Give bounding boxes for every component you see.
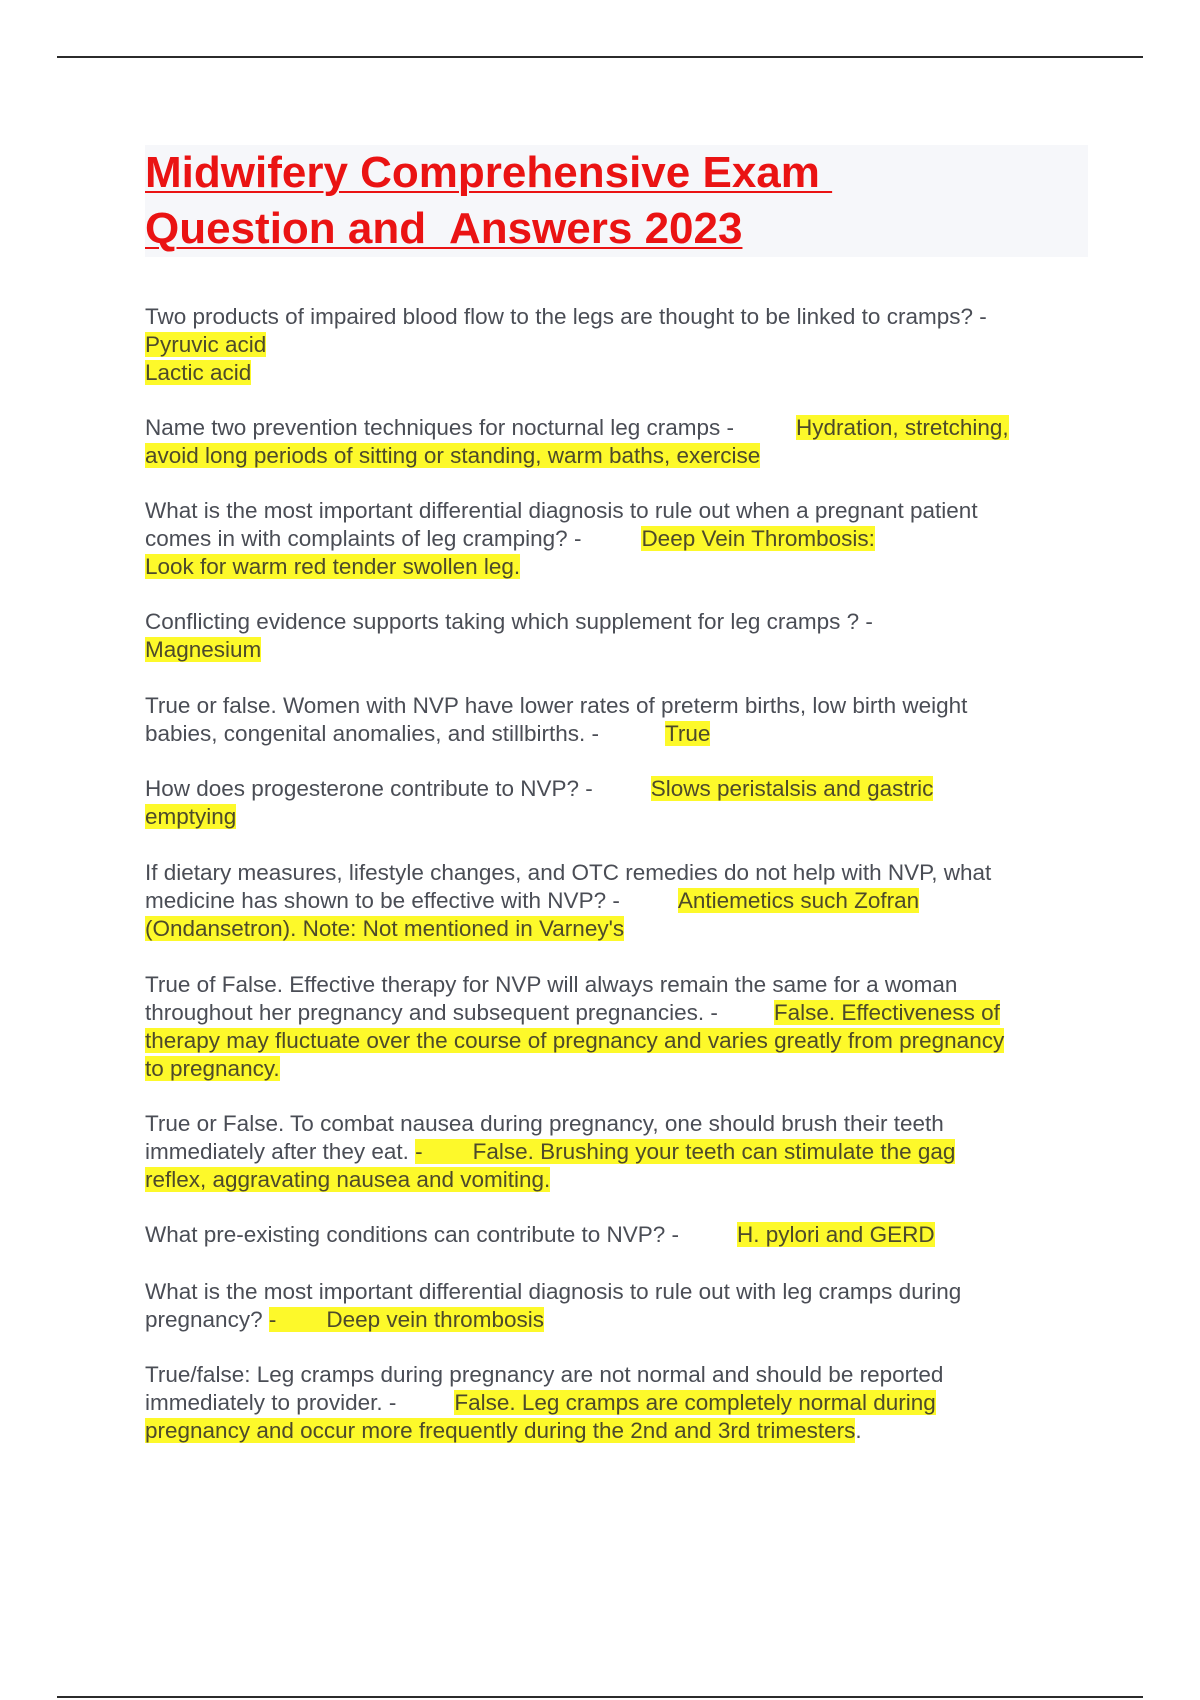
qa-item-4 (145, 608, 1095, 664)
question: throughout her pregnancy and subsequent pregnancies. - (145, 1000, 718, 1025)
question: If dietary measures, lifestyle changes, and OTC remedies do not help with NVP, what (145, 860, 992, 885)
question: What is the most important differential diagnosis to rule out with leg cramps during (145, 1279, 962, 1304)
answer: Look for warm red tender swollen leg. (145, 554, 521, 579)
answer: H. pylori and GERD (737, 1222, 935, 1247)
qa-item-12 (145, 1361, 1095, 1445)
qa-item-5 (145, 692, 1095, 748)
question: True or False. To combat nausea during pregnancy, one should brush their teeth (145, 1111, 944, 1136)
question: comes in with complaints of leg cramping? - (145, 526, 582, 551)
question: pregnancy? (145, 1307, 263, 1332)
answer: pregnancy and occur more frequently during the 2nd and 3rd trimesters (145, 1418, 856, 1443)
question: Two products of impaired blood flow to the legs are thought to be linked to cramps? - (145, 304, 987, 329)
question: immediately to provider. - (145, 1390, 397, 1415)
answer: Slows peristalsis and gastric (650, 776, 934, 801)
answer: False. Effectiveness of (773, 1000, 1000, 1025)
answer: Lactic acid (145, 360, 252, 385)
question: Conflicting evidence supports taking which supplement for leg cramps ? - (145, 609, 873, 634)
question: True or false. Women with NVP have lower rates of preterm births, low birth weight (145, 693, 968, 718)
answer: emptying (145, 804, 237, 829)
qa-item-10 (145, 1221, 1095, 1249)
answer: Antiemetics such Zofran (677, 888, 920, 913)
question: True of False. Effective therapy for NVP will always remain the same for a woman (145, 972, 958, 997)
answer: Hydration, stretching, (796, 415, 1009, 440)
answer: therapy may fluctuate over the course of pregnancy and varies greatly from pregnancy (145, 1028, 1005, 1053)
question: Name two prevention techniques for nocturnal leg cramps - (145, 415, 735, 440)
bottom-rule (57, 1696, 1143, 1698)
question: What pre-existing conditions can contribute to NVP? - (145, 1222, 680, 1247)
title-line-1: Midwifery Comprehensive Exam (145, 148, 833, 197)
answer: reflex, aggravating nausea and vomiting. (145, 1167, 551, 1192)
answer: (Ondansetron). Note: Not mentioned in Varney's (145, 916, 625, 941)
qa-item-1 (145, 303, 1095, 387)
qa-item-8 (145, 971, 1095, 1083)
qa-item-3 (145, 497, 1095, 581)
qa-item-11 (145, 1278, 1095, 1334)
answer: Pyruvic acid (145, 332, 267, 357)
qa-item-9 (145, 1110, 1095, 1194)
answer: - False. Brushing your teeth can stimulate the gag (415, 1139, 956, 1164)
qa-item-7 (145, 859, 1095, 943)
answer: False. Leg cramps are completely normal during (454, 1390, 936, 1415)
top-rule (57, 56, 1143, 58)
question: immediately after they eat. (145, 1139, 409, 1164)
question: How does progesterone contribute to NVP? - (145, 776, 593, 801)
document-title (145, 145, 1088, 257)
title-line-2: Question and Answers 2023 (145, 204, 743, 253)
question: babies, congenital anomalies, and stillbirths. - (145, 721, 599, 746)
answer: avoid long periods of sitting or standing, warm baths, exercise (145, 443, 761, 468)
answer: to pregnancy. (145, 1056, 280, 1081)
question: medicine has shown to be effective with NVP? - (145, 888, 620, 913)
answer: Magnesium (145, 637, 262, 662)
question: What is the most important differential diagnosis to rule out when a pregnant patient (145, 498, 978, 523)
answer: - Deep vein thrombosis (268, 1307, 544, 1332)
question: True/false: Leg cramps during pregnancy are not normal and should be reported (145, 1362, 944, 1387)
answer: Deep Vein Thrombosis: (641, 526, 875, 551)
answer: True (665, 721, 711, 746)
answer-tail: . (855, 1418, 862, 1443)
qa-item-2 (145, 414, 1095, 470)
qa-item-6 (145, 775, 1095, 831)
